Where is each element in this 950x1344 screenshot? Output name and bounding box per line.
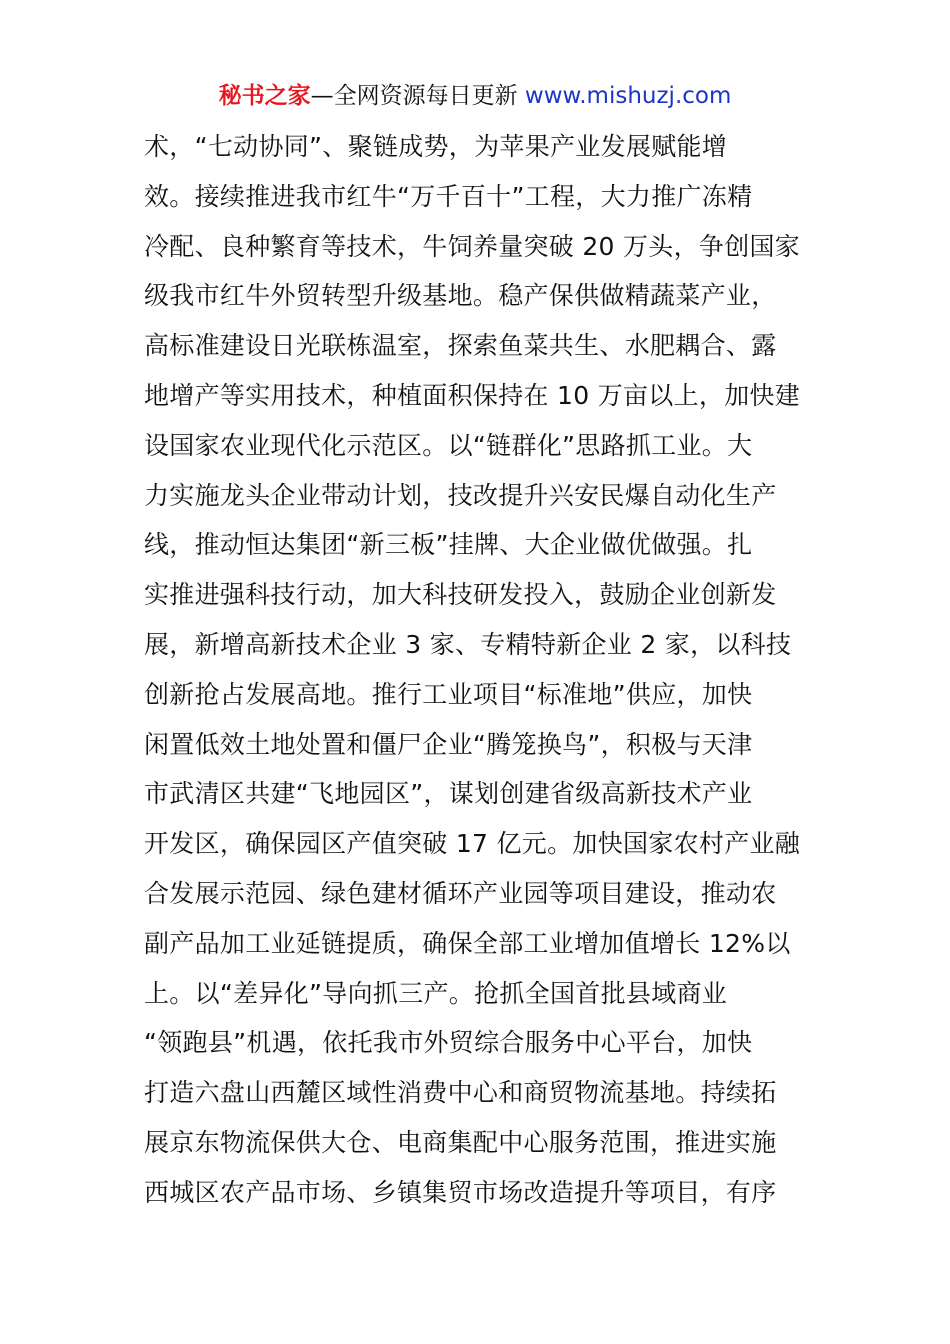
text-line: 西城区农产品市场、乡镇集贸市场改造提升等项目，有序: [144, 1177, 777, 1207]
text-line: 实推进强科技行动，加大科技研发投入，鼓励企业创新发: [144, 580, 777, 610]
text-line: 效。接续推进我市红牛“万千百十”工程，大力推广冻精: [144, 181, 753, 211]
text-line: 设国家农业现代化示范区。以“链群化”思路抓工业。大: [144, 430, 753, 460]
text-line: 市武清区共建“飞地园区”，谋划创建省级高新技术产业: [144, 779, 753, 809]
text-line: 冷配、良种繁育等技术，牛饲养量突破 20 万头，争创国家: [144, 231, 801, 261]
text-line: 展京东物流保供大仓、电商集配中心服务范围，推进实施: [144, 1127, 777, 1157]
text-line: 线，推动恒达集团“新三板”挂牌、大企业做优做强。扎: [144, 530, 753, 560]
text-line: 高标准建设日光联栋温室，探索鱼菜共生、水肥耦合、露: [144, 331, 777, 361]
page-header: [0, 80, 950, 112]
text-line: 展，新增高新技术企业 3 家、专精特新企业 2 家，以科技: [144, 629, 792, 659]
site-url-link[interactable]: www.mishuzj.com: [524, 83, 732, 109]
document-body: [144, 122, 809, 1218]
text-line: 打造六盘山西麓区域性消费中心和商贸物流基地。持续拓: [144, 1078, 777, 1108]
text-line: 合发展示范园、绿色建材循环产业园等项目建设，推动农: [144, 878, 777, 908]
text-line: 副产品加工业延链提质，确保全部工业增加值增长 12%以: [144, 928, 791, 958]
text-line: 级我市红牛外贸转型升级基地。稳产保供做精蔬菜产业，: [144, 281, 777, 311]
text-line: 上。以“差异化”导向抓三产。抢抓全国首批县域商业: [144, 978, 728, 1008]
text-line: 地增产等实用技术，种植面积保持在 10 万亩以上，加快建: [144, 380, 801, 410]
header-tagline: —全网资源每日更新: [310, 83, 525, 109]
text-line: “领跑县”机遇，依托我市外贸综合服务中心平台，加快: [144, 1028, 753, 1058]
text-line: 开发区，确保园区产值突破 17 亿元。加快国家农村产业融: [144, 829, 801, 859]
text-line: 力实施龙头企业带动计划，技改提升兴安民爆自动化生产: [144, 480, 777, 510]
text-line: 闲置低效土地处置和僵尸企业“腾笼换鸟”，积极与天津: [144, 729, 753, 759]
text-line: 创新抢占发展高地。推行工业项目“标准地”供应，加快: [144, 679, 753, 709]
brand-name: 秘书之家: [218, 83, 311, 109]
text-line: 术，“七动协同”、聚链成势，为苹果产业发展赋能增: [144, 132, 728, 161]
